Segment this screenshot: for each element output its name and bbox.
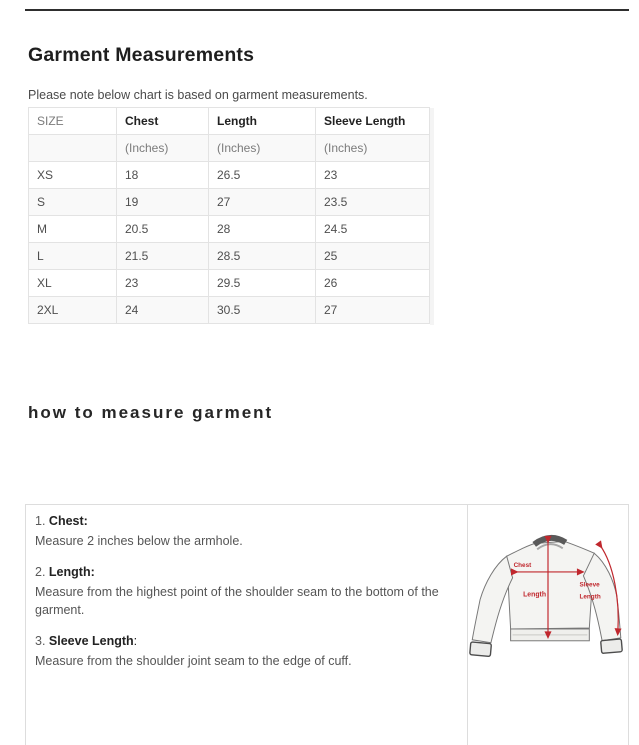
instruction-text: Measure from the highest point of the shoulder seam to the bottom of the garment. — [35, 585, 439, 617]
cell-size: 2XL — [29, 297, 117, 324]
section-divider — [25, 9, 629, 11]
cell-chest: 21.5 — [117, 243, 209, 270]
cell-length: 30.5 — [209, 297, 316, 324]
measure-instructions-panel — [25, 504, 629, 745]
how-to-measure-title: how to measure garment — [28, 403, 274, 422]
cell-length: 28.5 — [209, 243, 316, 270]
cell-length: 28 — [209, 216, 316, 243]
step-number: 2. — [35, 565, 46, 579]
instruction-chest — [35, 512, 453, 550]
table-row — [29, 216, 430, 243]
instruction-sleeve-length — [35, 632, 453, 670]
step-number: 3. — [35, 634, 46, 648]
cell-length: 29.5 — [209, 270, 316, 297]
cell-sleeve: 26 — [316, 270, 430, 297]
cell-length: 27 — [209, 189, 316, 216]
cell-sleeve: 25 — [316, 243, 430, 270]
table-row — [29, 189, 430, 216]
cell-sleeve: 23 — [316, 162, 430, 189]
instruction-label — [35, 512, 453, 530]
sleeve-length-label-line2: Length — [579, 593, 601, 601]
cell-size: XS — [29, 162, 117, 189]
table-scroll-shadow — [430, 108, 434, 325]
table-header-row — [29, 108, 430, 135]
column-header-chest: Chest — [117, 108, 209, 135]
instruction-text: Measure from the shoulder joint seam to the edge of cuff. — [35, 654, 352, 668]
garment-measure-diagram — [469, 506, 627, 688]
cell-units: (Inches) — [316, 135, 430, 162]
cell-units: (Inches) — [209, 135, 316, 162]
cell-size: S — [29, 189, 117, 216]
step-number: 1. — [35, 514, 46, 528]
chest-arrow-label: Chest — [513, 561, 532, 569]
step-title: Sleeve Length — [48, 634, 134, 648]
cell-size: L — [29, 243, 117, 270]
diagram-column — [468, 505, 628, 745]
measurement-note: Please note below chart is based on garment measurements. — [28, 88, 368, 102]
instruction-label — [35, 632, 453, 650]
column-header-size: SIZE — [29, 108, 117, 135]
cell-chest: 23 — [117, 270, 209, 297]
instruction-label — [35, 563, 453, 581]
cell-blank — [29, 135, 117, 162]
step-title-suffix: : — [133, 634, 138, 648]
instruction-text: Measure 2 inches below the armhole. — [35, 534, 243, 548]
step-title: Length: — [48, 565, 95, 579]
size-chart-table — [28, 107, 430, 324]
sweater-left-cuff — [470, 642, 492, 657]
cell-chest: 24 — [117, 297, 209, 324]
table-row — [29, 162, 430, 189]
cell-size: M — [29, 216, 117, 243]
cell-units: (Inches) — [117, 135, 209, 162]
length-arrow-label: Length — [523, 591, 547, 599]
cell-size: XL — [29, 270, 117, 297]
sleeve-length-label-line1: Sleeve — [579, 581, 600, 589]
cell-sleeve: 23.5 — [316, 189, 430, 216]
cell-sleeve: 27 — [316, 297, 430, 324]
cell-sleeve: 24.5 — [316, 216, 430, 243]
cell-length: 26.5 — [209, 162, 316, 189]
instructions-column — [26, 505, 468, 745]
sweater-left-sleeve — [472, 556, 512, 643]
column-header-sleeve: Sleeve Length — [316, 108, 430, 135]
cell-chest: 20.5 — [117, 216, 209, 243]
page-title: Garment Measurements — [28, 44, 255, 66]
table-row — [29, 243, 430, 270]
column-header-length: Length — [209, 108, 316, 135]
table-row — [29, 270, 430, 297]
step-title: Chest: — [48, 514, 88, 528]
instruction-length — [35, 563, 453, 619]
table-row — [29, 297, 430, 324]
cell-chest: 18 — [117, 162, 209, 189]
cell-chest: 19 — [117, 189, 209, 216]
sweater-right-cuff — [601, 639, 623, 654]
table-units-row — [29, 135, 430, 162]
